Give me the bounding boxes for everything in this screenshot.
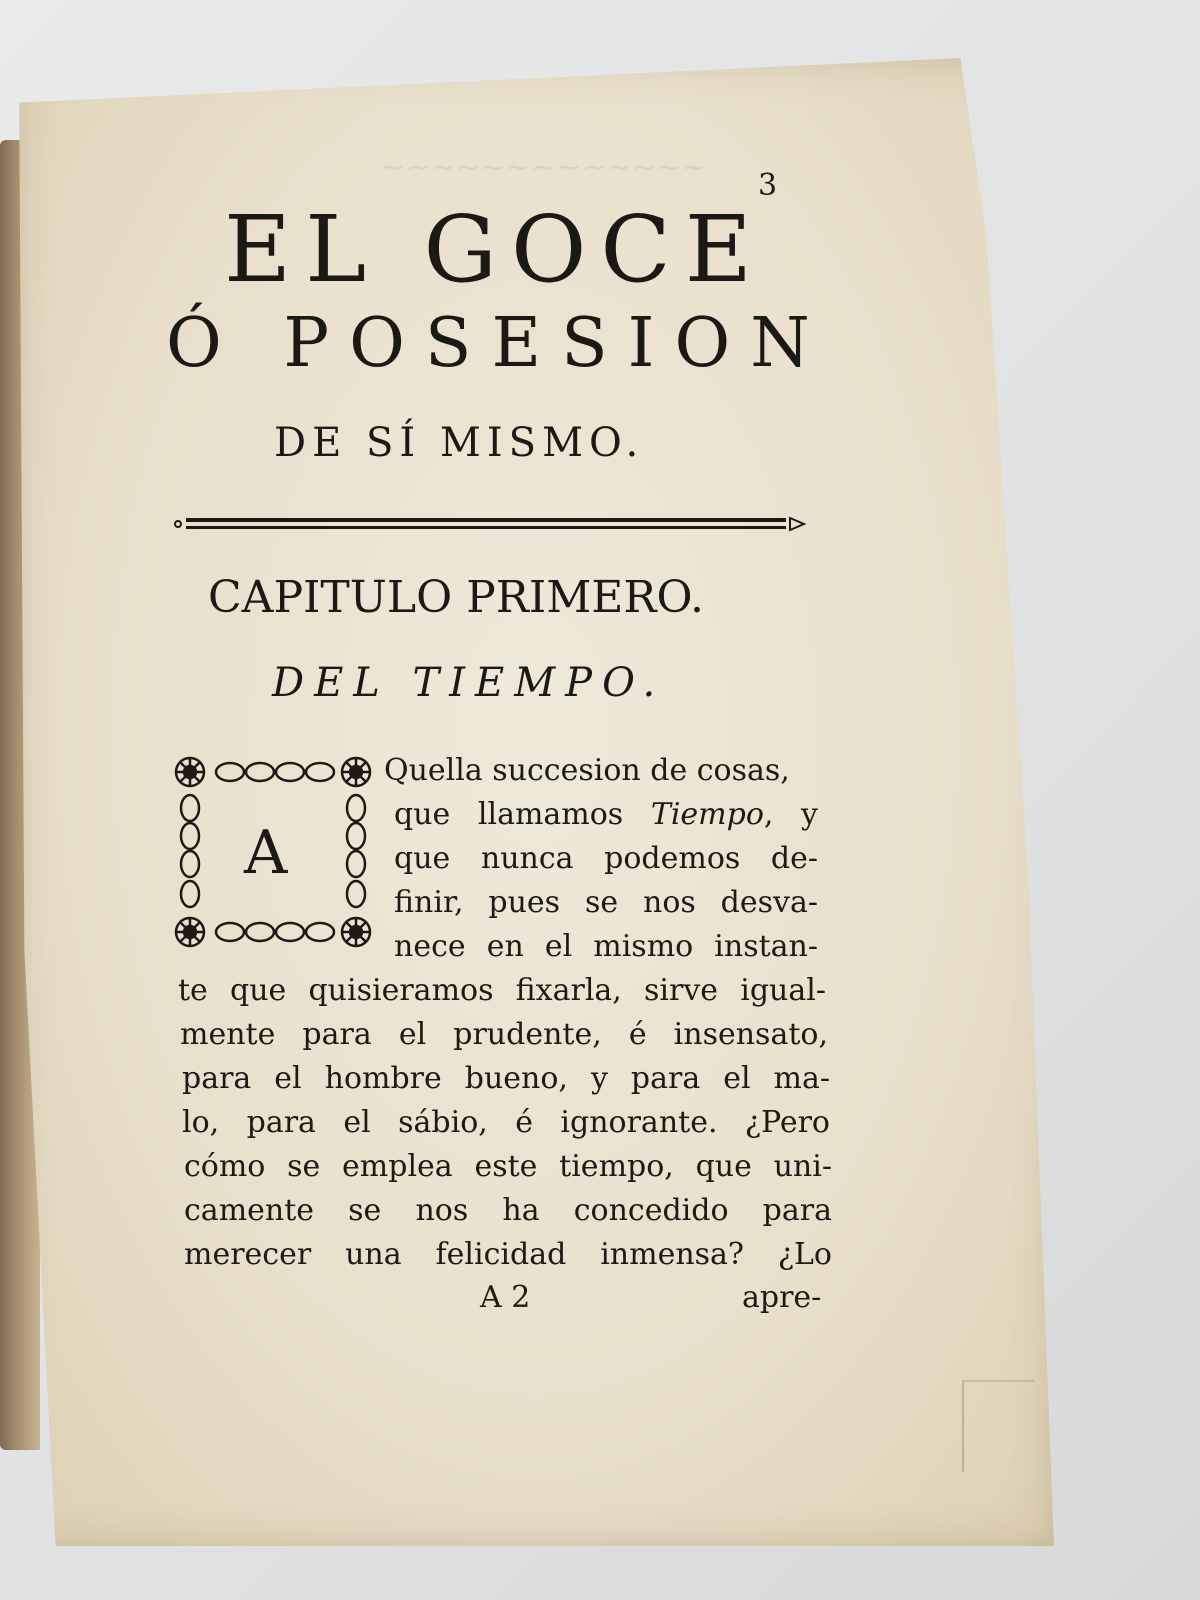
text-segment: , y [763,797,818,832]
text-line: merecer una felicidad inmensa? ¿Lo [184,1237,832,1272]
page-number: 3 [758,168,778,203]
page-corner-fold [962,1380,1034,1472]
italic-word: Tiempo [650,797,764,832]
text-line [394,797,818,832]
text-line: Quella succesion de cosas, [384,753,790,788]
text-line: mente para el prudente, é insensato, [180,1017,828,1052]
catchword: apre- [742,1280,822,1315]
text-line: para el hombre bueno, y para el ma- [182,1061,830,1096]
text-line: cómo se emplea este tiempo, que uni- [184,1149,832,1184]
text-line: nece en el mismo instan- [394,929,818,964]
title-line-1: EL GOCE [224,196,766,303]
ornamental-rule [172,514,812,534]
text-line: te que quisieramos fixarla, sirve igual- [178,973,826,1008]
title-line-2: Ó POSESION [166,304,830,383]
chapter-heading: CAPITULO PRIMERO. [208,572,705,623]
show-through-text: ~~~~~~~~~~~~~ [380,150,707,185]
drop-cap-letter: A [244,818,288,888]
text-line: camente se nos ha concedido para [184,1193,832,1228]
section-heading: DEL TIEMPO. [272,660,666,706]
text-line: lo, para el sábio, é ignorante. ¿Pero [182,1105,830,1140]
signature-mark: A 2 [480,1280,531,1315]
title-line-3: DE SÍ MISMO. [274,420,645,466]
text-line: finir, pues se nos desva- [394,885,818,920]
text-segment: que llamamos [394,797,651,832]
text-line: que nunca podemos de- [394,841,818,876]
